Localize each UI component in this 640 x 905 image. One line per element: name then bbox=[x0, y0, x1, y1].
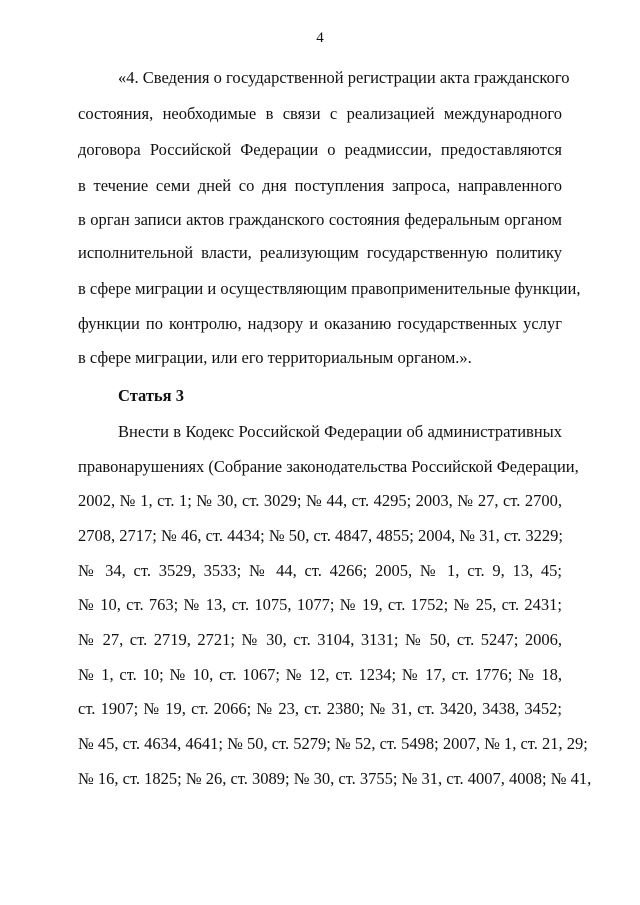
paragraph-2-line: № 27, ст. 2719, 2721; № 30, ст. 3104, 3131; № 50, ст. 5247; 2006, bbox=[78, 630, 562, 649]
paragraph-2-line: Внести в Кодекс Российской Федерации об административных bbox=[118, 422, 562, 441]
paragraph-2-line: 2002, № 1, ст. 1; № 30, ст. 3029; № 44, ст. 4295; 2003, № 27, ст. 2700, bbox=[78, 491, 562, 510]
paragraph-1-line: в течение семи дней со дня поступления запроса, направленного bbox=[78, 176, 562, 195]
paragraph-1-line: в орган записи актов гражданского состояния федеральным органом bbox=[78, 210, 562, 229]
paragraph-2-line: № 1, ст. 10; № 10, ст. 1067; № 12, ст. 1234; № 17, ст. 1776; № 18, bbox=[78, 665, 562, 684]
paragraph-1-line: в сфере миграции, или его территориальным органом.». bbox=[78, 348, 472, 367]
paragraph-1-line: исполнительной власти, реализующим государственную политику bbox=[78, 243, 562, 262]
paragraph-2-line: 2708, 2717; № 46, ст. 4434; № 50, ст. 4847, 4855; 2004, № 31, ст. 3229; bbox=[78, 526, 563, 545]
paragraph-2-line: № 34, ст. 3529, 3533; № 44, ст. 4266; 2005, № 1, ст. 9, 13, 45; bbox=[78, 561, 562, 580]
paragraph-1-line: состояния, необходимые в связи с реализацией международного bbox=[78, 104, 562, 123]
paragraph-1-line: «4. Сведения о государственной регистрации акта гражданского bbox=[118, 68, 570, 87]
paragraph-1-line: функции по контролю, надзору и оказанию государственных услуг bbox=[78, 314, 562, 333]
paragraph-1-line: договора Российской Федерации о реадмиссии, предоставляются bbox=[78, 140, 562, 159]
paragraph-2-line: правонарушениях (Собрание законодательства Российской Федерации, bbox=[78, 457, 579, 476]
page-number: 4 bbox=[316, 30, 324, 46]
paragraph-2-line: № 45, ст. 4634, 4641; № 50, ст. 5279; № 52, ст. 5498; 2007, № 1, ст. 21, 29; bbox=[78, 734, 588, 753]
paragraph-1-line: в сфере миграции и осуществляющим правоприменительные функции, bbox=[78, 279, 581, 298]
paragraph-2-line: № 16, ст. 1825; № 26, ст. 3089; № 30, ст. 3755; № 31, ст. 4007, 4008; № 41, bbox=[78, 769, 592, 788]
paragraph-2-line: ст. 1907; № 19, ст. 2066; № 23, ст. 2380; № 31, ст. 3420, 3438, 3452; bbox=[78, 699, 562, 718]
paragraph-2-line: № 10, ст. 763; № 13, ст. 1075, 1077; № 19, ст. 1752; № 25, ст. 2431; bbox=[78, 595, 562, 614]
article-heading: Статья 3 bbox=[118, 386, 184, 405]
